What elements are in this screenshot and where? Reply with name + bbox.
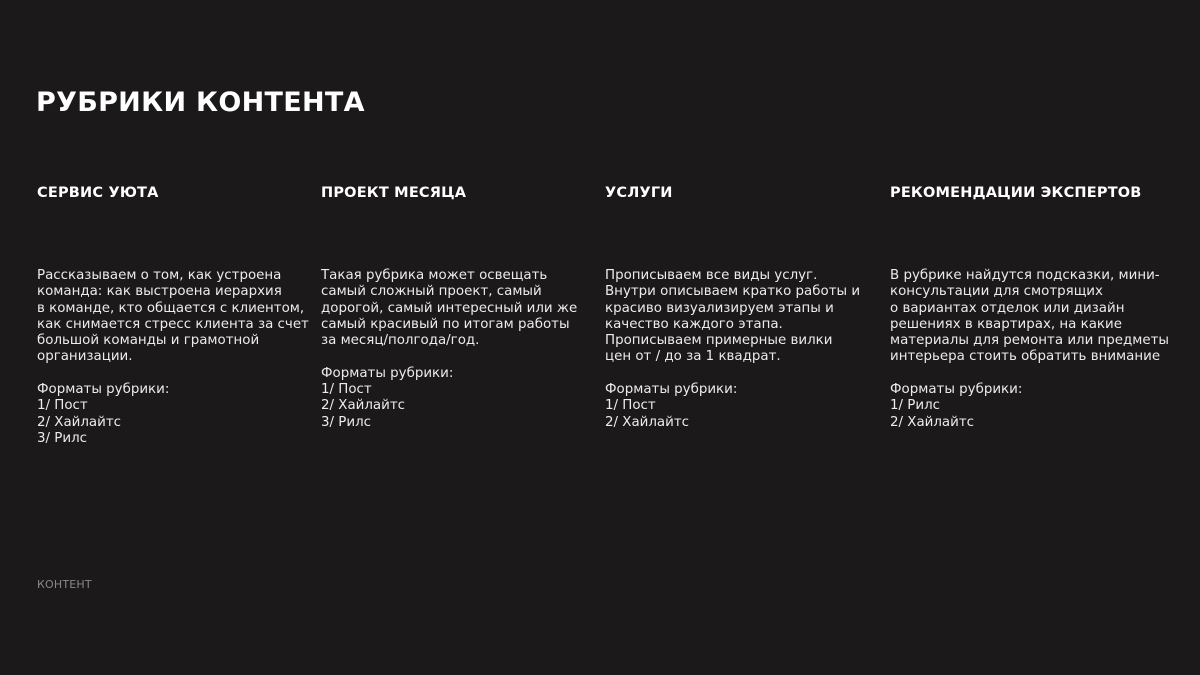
rubric-description-line: организации. <box>37 349 133 365</box>
rubric-description-line: Внутри описываем кратко работы и <box>605 284 861 300</box>
format-item: 3/ Рилс <box>37 430 87 446</box>
rubric-description-line: как снимается стресс клиента за счет <box>37 316 309 332</box>
rubric-description-line: красиво визуализируем этапы и <box>605 300 834 316</box>
rubric-description-line: дорогой, самый интересный или же <box>321 300 578 316</box>
format-item: 3/ Рилс <box>321 414 371 430</box>
format-item: 1/ Пост <box>321 382 372 398</box>
rubric-description-line: Рассказываем о том, как устроена <box>37 268 282 283</box>
spacer <box>890 366 1165 382</box>
format-item: 2/ Хайлайтс <box>37 414 121 430</box>
footer-section-label: КОНТЕНТ <box>37 578 92 591</box>
rubric-description-line: самый красивый по итогам работы <box>321 316 570 332</box>
rubric-description-line: о вариантах отделок или дизайн <box>890 300 1125 316</box>
format-item: 1/ Пост <box>37 398 88 414</box>
rubric-description-line: цен от / до за 1 квадрат. <box>605 349 781 365</box>
format-item: 2/ Хайлайтс <box>605 414 689 430</box>
format-item: 1/ Пост <box>605 398 656 414</box>
rubric-description-line: интерьера стоить обратить внимание <box>890 349 1161 365</box>
rubric-column-project-of-month <box>321 183 596 430</box>
formats-label: Форматы рубрики: <box>890 382 1023 398</box>
rubric-description-line: качество каждого этапа. <box>605 316 783 332</box>
rubric-description-line: большой команды и грамотной <box>37 333 260 349</box>
rubric-body <box>37 268 312 447</box>
format-item: 2/ Хайлайтс <box>890 414 974 430</box>
rubric-column-services <box>605 183 880 430</box>
spacer <box>605 366 880 382</box>
rubric-column-comfort-service <box>37 183 312 446</box>
rubric-description-line: материалы для ремонта или предметы <box>890 333 1170 349</box>
rubric-body <box>890 268 1170 431</box>
rubric-title: РЕКОМЕНДАЦИИ ЭКСПЕРТОВ <box>890 185 1142 201</box>
rubric-description-line: в команде, кто общается с клиентом, <box>37 300 305 316</box>
rubric-description-line: Такая рубрика может освещать <box>321 268 548 283</box>
rubric-description-line: за месяц/полгода/год. <box>321 333 480 349</box>
rubric-description-line: команда: как выстроена иерархия <box>37 284 282 300</box>
rubric-description-line: самый сложный проект, самый <box>321 284 542 300</box>
format-item: 1/ Рилс <box>890 398 940 414</box>
rubric-body <box>605 268 880 431</box>
spacer <box>37 366 312 382</box>
rubric-description-line: Прописываем все виды услуг. <box>605 268 818 283</box>
rubric-description-line: консультации для смотрящих <box>890 284 1103 300</box>
rubric-description-line: В рубрике найдутся подсказки, мини- <box>890 268 1160 283</box>
formats-label: Форматы рубрики: <box>37 382 170 398</box>
formats-label: Форматы рубрики: <box>321 365 454 381</box>
rubric-title: ПРОЕКТ МЕСЯЦА <box>321 185 467 201</box>
rubric-description-line: решениях в квартирах, на какие <box>890 316 1122 332</box>
rubric-body <box>321 268 596 431</box>
formats-label: Форматы рубрики: <box>605 382 738 398</box>
rubric-description-line: Прописываем примерные вилки <box>605 333 833 349</box>
format-item: 2/ Хайлайтс <box>321 398 405 414</box>
rubric-title: УСЛУГИ <box>605 185 673 201</box>
page-title: РУБРИКИ КОНТЕНТА <box>36 87 365 118</box>
rubric-title: СЕРВИС УЮТА <box>37 185 159 201</box>
spacer <box>321 349 596 365</box>
rubric-column-expert-recommendations <box>890 183 1170 430</box>
